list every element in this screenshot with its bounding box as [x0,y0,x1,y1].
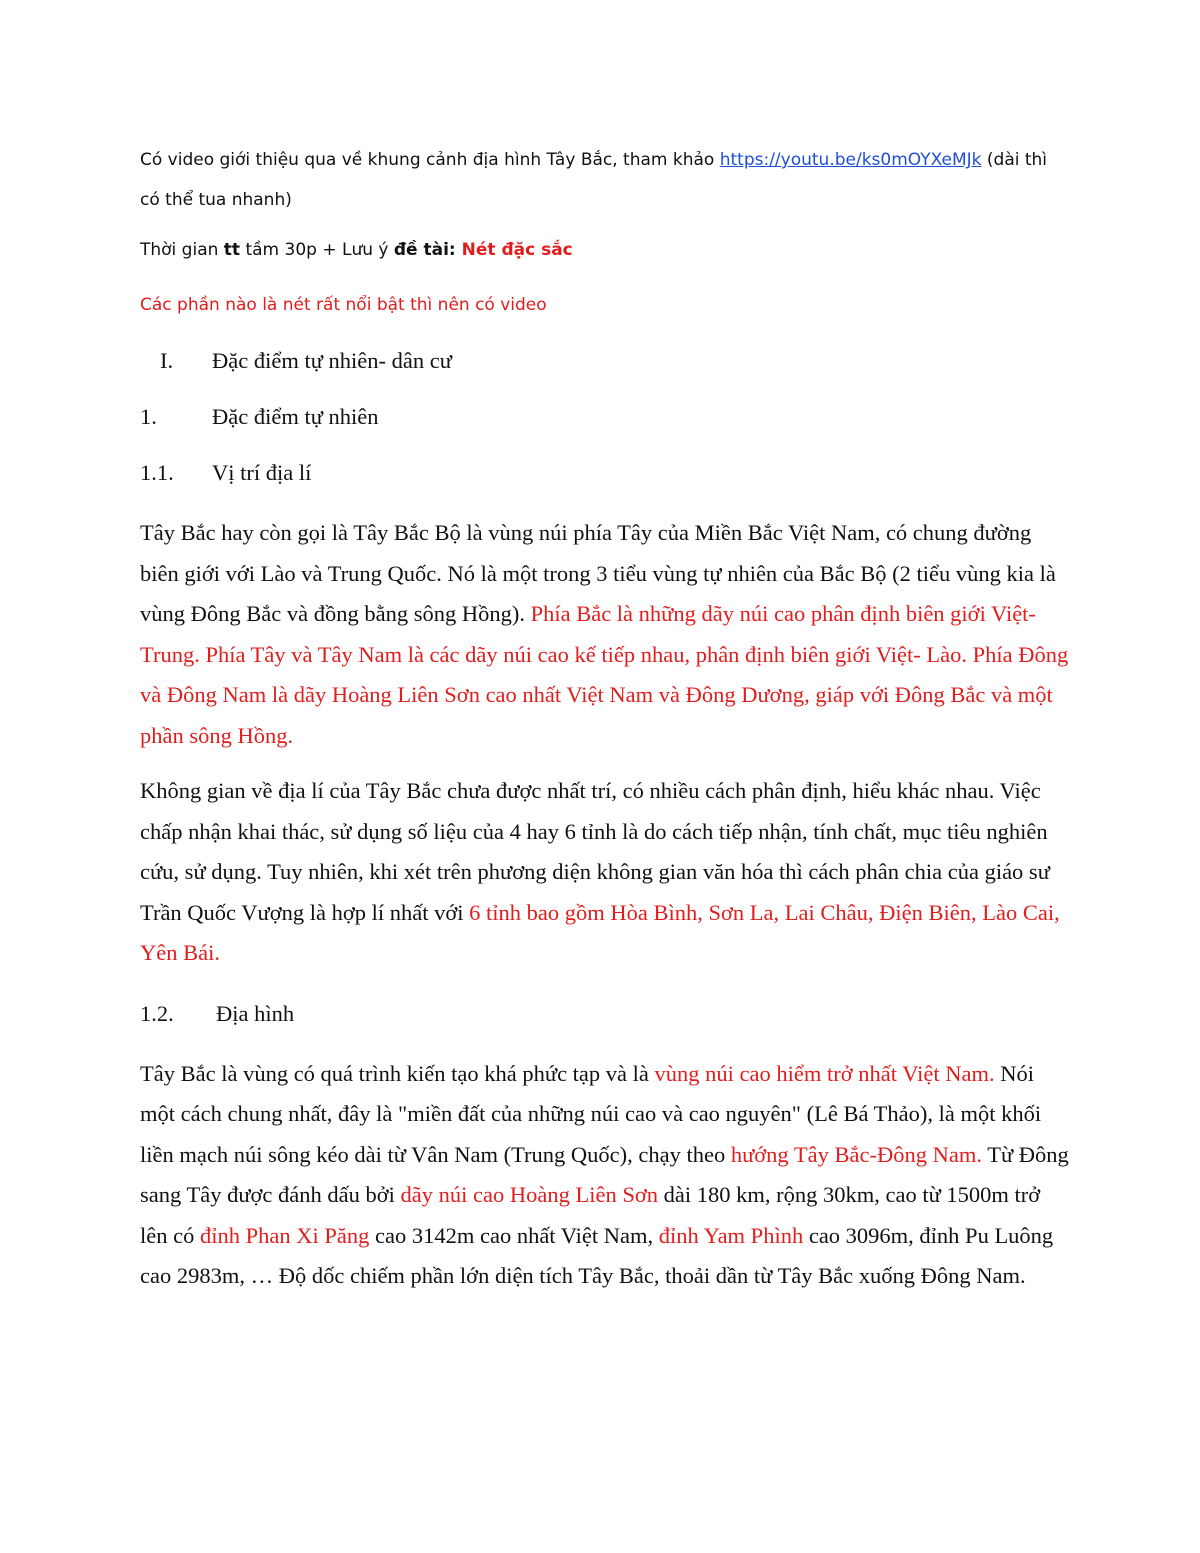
heading-number: 1. [140,404,157,429]
document-content [140,140,1070,1297]
heading-number: 1.2. [140,1000,174,1026]
terrain-text: Tây Bắc là vùng có quá trình kiến tạo khá phức tạp và là [140,1060,655,1086]
terrain-text: Từ Đông sang Tây được đánh dấu bởi [140,1141,1069,1207]
terrain-text: cao 3142m cao nhất Việt Nam, [369,1222,659,1248]
intro-paragraph [140,140,1070,220]
intro-text: Có video giới thiệu qua về khung cảnh địa hình Tây Bắc, tham khảo [140,150,720,170]
terrain-highlight: đỉnh Phan Xi Păng [199,1222,370,1248]
time-prefix: Thời gian [140,240,224,260]
terrain-text: dài 180 km, rộng 30km, cao từ 1500m trở lên có [140,1182,1041,1248]
provinces-highlight: 6 tỉnh bao gồm Hòa Bình, Sơn La, Lai Châu, Điện Biên, Lào Cai, Yên Bái. [140,899,1060,965]
heading-number: 1.1. [140,460,174,485]
terrain-text: Nói một cách chung nhất, đây là "miền đất của những núi cao và cao nguyên" (Lê Bá Thảo), là một khối liền mạch núi sông kéo dài từ Vân Nam (Trung Quốc), chạy theo [140,1060,1042,1167]
space-paragraph [140,771,1070,974]
topic-label: đề tài: [393,240,456,260]
terrain-highlight: vùng núi cao hiểm trở nhất Việt Nam. [654,1060,995,1086]
time-note [140,238,1070,262]
location-highlight: Phía Bắc là những dãy núi cao phân định biên giới Việt- Trung. Phía Tây và Tây Nam là các dãy núi cao kế tiếp nhau, phân định biên giới Việt- Lào. Phía Đông và Đông Nam là dãy Hoàng Liên Sơn cao nhất Việt Nam và Đông Dương, giáp với Đông Bắc và một phần sông Hồng. [140,601,1069,748]
terrain-text: cao 3096m, đỉnh Pu Luông cao 2983m, … Độ dốc chiếm phần lớn diện tích Tây Bắc, thoải dần từ Tây Bắc xuống Đông Nam. [140,1222,1054,1288]
terrain-paragraph [140,1054,1070,1297]
topic-highlight: Nét đặc sắc [455,240,573,260]
terrain-highlight: đỉnh Yam Phình [658,1222,804,1248]
location-text: Tây Bắc hay còn gọi là Tây Bắc Bộ là vùng núi phía Tây của Miền Bắc Việt Nam, có chung đường biên giới với Lào và Trung Quốc. Nó là một trong 3 tiểu vùng tự nhiên của Bắc Bộ (2 tiểu vùng kia là vùng Đông Bắc và đồng bằng sông Hồng). [140,520,1056,626]
heading-title: Địa hình [216,1000,295,1026]
heading-title: Vị trí địa lí [212,460,312,485]
heading-section-1-1 [140,403,1070,431]
heading-terrain [140,1000,1070,1028]
space-text: Không gian về địa lí của Tây Bắc chưa được nhất trí, có nhiều cách phân định, hiểu khác nhau. Việc chấp nhận khai thác, sử dụng số liệu của 4 hay 6 tỉnh là do cách tiếp nhận, tính chất, mục tiêu nghiên cứu, sử dụng. Tuy nhiên, khi xét trên phương diện không gian văn hóa thì cách phân chia của giáo sư Trần Quốc Vượng là hợp lí nhất với [140,778,1050,925]
heading-location [140,459,1070,487]
time-tt: tt [223,240,241,260]
intro-text-tail: (dài thì có thể tua nhanh) [140,150,1048,210]
location-paragraph [140,513,1070,756]
terrain-highlight: dãy núi cao Hoàng Liên Sơn [400,1182,658,1207]
video-note: Các phần nào là nét rất nổi bật thì nên có video [140,295,547,315]
time-mid: tầm 30p + Lưu ý [240,240,394,260]
heading-section-1 [140,347,1070,375]
heading-title: Đặc điểm tự nhiên [212,404,379,429]
youtube-link[interactable]: https://youtu.be/ks0mOYXeMJk [719,150,982,170]
heading-number: I. [160,348,174,373]
heading-title: Đặc điểm tự nhiên- dân cư [212,348,452,373]
terrain-highlight: hướng Tây Bắc-Đông Nam. [730,1141,982,1167]
